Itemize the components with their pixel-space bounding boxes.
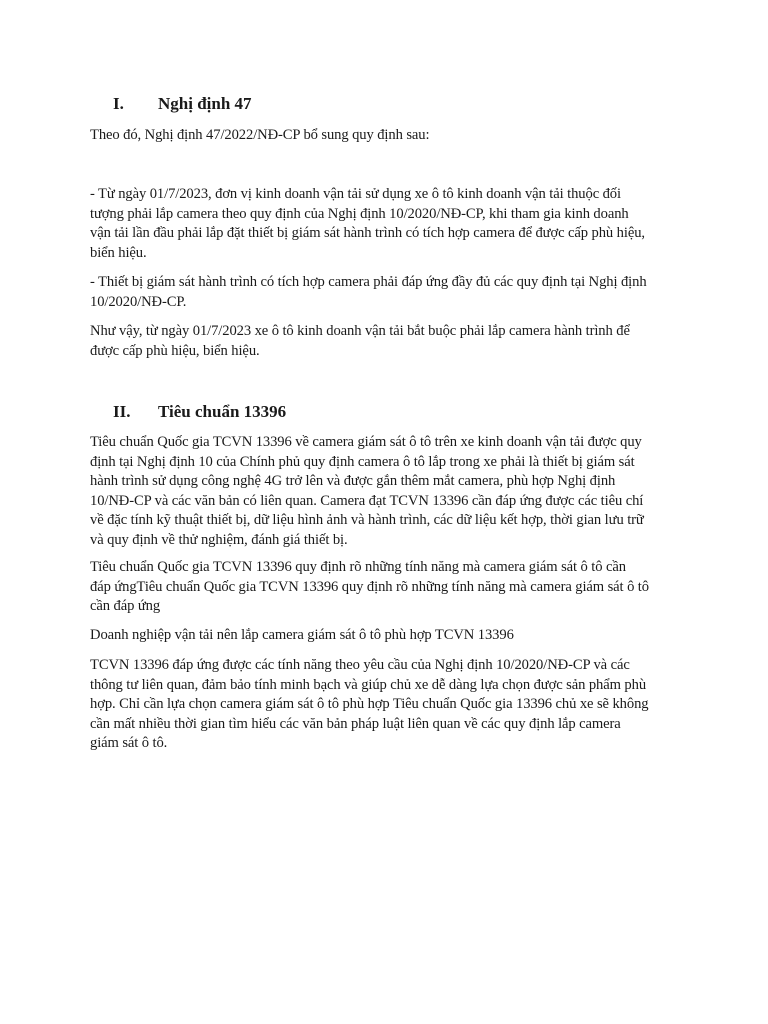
text-line: Doanh nghiệp vận tải nên lắp camera giám sát ô tô phù hợp TCVN 13396 (90, 627, 514, 643)
text-line: hợp. Chỉ cần lựa chọn camera giám sát ô tô phù hợp Tiêu chuẩn Quốc gia 13396 chủ xe sẽ không (90, 696, 649, 712)
text-line: hành trình sử dụng công nghệ 4G trở lên và được gắn thêm mắt camera, phù hợp Nghị định (90, 473, 616, 489)
text-line: vận tải lần đầu phải lắp đặt thiết bị giám sát hành trình có tích hợp camera để được cấp phù hiệu, (90, 225, 645, 241)
text-line: đáp ứngTiêu chuẩn Quốc gia TCVN 13396 quy định rõ những tính năng mà camera giám sát ô tô (90, 578, 649, 595)
section-heading-2 (113, 401, 286, 423)
text-line: định tại Nghị định 10 của Chính phủ quy định camera ô tô lắp trong xe phải là thiết bị giám sát (90, 453, 635, 470)
paragraph (90, 126, 685, 146)
section-title: Tiêu chuẩn 13396 (158, 402, 287, 421)
text-line: cần mất nhiều thời gian tìm hiểu các văn bản pháp luật liên quan về các quy định lắp camera (90, 715, 621, 732)
paragraph (90, 273, 685, 312)
text-line: cần đáp ứng (90, 598, 161, 614)
text-line: Tiêu chuẩn Quốc gia TCVN 13396 về camera giám sát ô tô trên xe kinh doanh vận tải được quy (90, 434, 642, 450)
text-line: về đặc tính kỹ thuật thiết bị, dữ liệu hình ảnh và hành trình, các dữ liệu kết hợp, thời gian lưu trữ (90, 512, 644, 528)
text-line: TCVN 13396 đáp ứng được các tính năng theo yêu cầu của Nghị định 10/2020/NĐ-CP và các (90, 657, 630, 673)
text-line: tượng phải lắp camera theo quy định của Nghị định 10/2020/NĐ-CP, khi tham gia kinh doanh (90, 205, 629, 222)
text-line: - Từ ngày 01/7/2023, đơn vị kinh doanh vận tải sử dụng xe ô tô kinh doanh vận tải thuộc đối (90, 186, 621, 202)
section-number: II. (113, 402, 131, 421)
text-line: Theo đó, Nghị định 47/2022/NĐ-CP bổ sung quy định sau: (90, 127, 430, 143)
paragraph (90, 185, 685, 263)
text-line: 10/NĐ-CP và các văn bản có liên quan. Camera đạt TCVN 13396 cần đáp ứng được các tiêu chí (90, 492, 644, 509)
section-title: Nghị định 47 (158, 94, 252, 113)
text-line: Như vậy, từ ngày 01/7/2023 xe ô tô kinh doanh vận tải bắt buộc phải lắp camera hành trình để (90, 323, 630, 339)
paragraph (90, 558, 685, 617)
text-line: thông tư liên quan, đảm bảo tính minh bạch và giúp chủ xe dễ dàng lựa chọn được sản phẩm phù (90, 676, 647, 693)
text-line: Tiêu chuẩn Quốc gia TCVN 13396 quy định rõ những tính năng mà camera giám sát ô tô cần (90, 559, 626, 575)
text-line: và quy định về thử nghiệm, đánh giá thiết bị. (90, 531, 348, 548)
section-heading-1 (113, 93, 252, 115)
text-line: biển hiệu. (90, 244, 147, 261)
text-line: được cấp phù hiệu, biển hiệu. (90, 342, 260, 359)
paragraph (90, 626, 685, 646)
text-line: 10/2020/NĐ-CP. (90, 293, 187, 310)
section-number: I. (113, 94, 124, 113)
paragraph (90, 433, 685, 550)
paragraph (90, 322, 685, 361)
paragraph (90, 656, 685, 754)
text-line: giám sát ô tô. (90, 735, 168, 751)
text-line: - Thiết bị giám sát hành trình có tích hợp camera phải đáp ứng đầy đủ các quy định tại Nghị định (90, 274, 647, 290)
